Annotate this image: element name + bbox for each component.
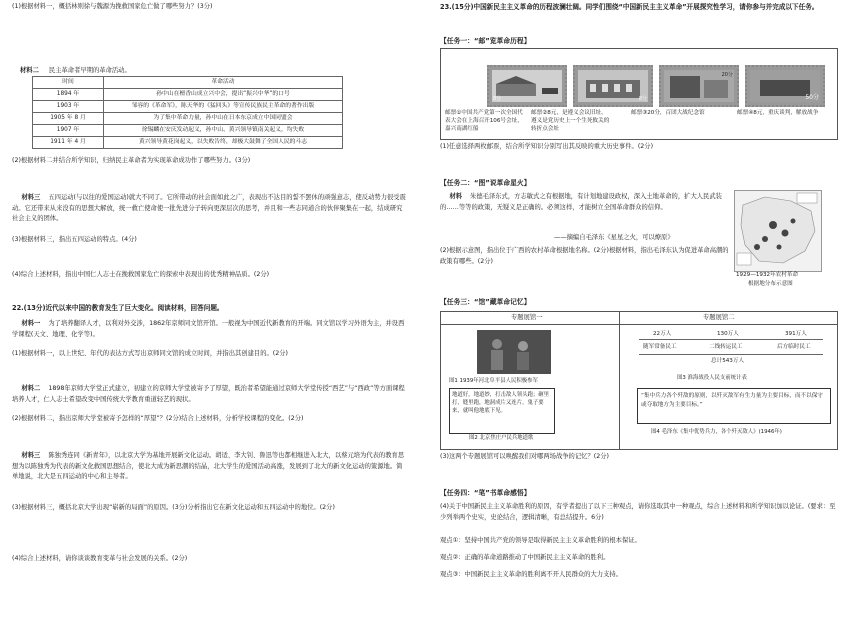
material-3-text: 五四运动(与以往的爱国运动)就大不同了。它所带动的社会面如此之广，表现出不达目的誓不罢休的顽强意志，使反动势力很受震动。它还带来从来没有的思想大解放，统一救亡使命使一批先进分子转向更深层次的思考，并且和一些志同道合的伙伴聚集在一起，结成研究社会主义的团体。 — [12, 194, 406, 223]
tunnel-song-box: 地道好，地道妙，打击敌人领头跑；砸里打，缝里跑，地洞成片又连片。鬼子要来，就叫他地底下见。 — [449, 388, 555, 434]
stamp-2-image — [578, 70, 648, 102]
exhibit-1-title: 专题展馆一 — [511, 314, 543, 321]
q22-material-3-label: 材料三 — [21, 452, 41, 459]
q22-material-2-block — [12, 384, 406, 405]
task-2-material-source: ——摘编自毛泽东《星星之火，可以燎原》 — [554, 234, 674, 241]
support-mid-rule — [639, 354, 823, 355]
stamp-1-image — [492, 70, 562, 102]
table-header-time: 时间 — [33, 77, 104, 89]
support-label-1: 随军常备民工 — [643, 344, 677, 350]
task-2-heading: 【任务二：“图”说革命星火】 — [440, 179, 531, 187]
table-cell-activity: 黄兴领导黄花岗起义，以失败告终，却极大鼓舞了全国人民的斗志 — [104, 137, 343, 149]
q23-3-prompt: (3)这两个专题展馆可以唤醒我们对哪两场战争的记忆？(2分) — [440, 453, 609, 460]
right-column — [430, 0, 860, 628]
exhibit-divider — [619, 312, 620, 449]
q21-4-prompt: (4)综合上述材料，指出中国仁人志士在挽救国家危亡的探索中表现出的优秀精神品质。(2分) — [12, 271, 270, 278]
q21-2-prompt: (2)根据材料二并结合所学知识，归纳民主革命者为实现革命成功作了哪些努力。(3分) — [12, 157, 251, 164]
q22-material-2-label: 材料二 — [21, 385, 41, 392]
support-top-rule — [639, 339, 823, 340]
figure-2-caption: 图2 北京焦庄户民兵地道歌 — [469, 435, 534, 441]
table-row — [33, 89, 343, 101]
stamp-3-value: 20分 — [721, 72, 733, 78]
material-2-title: 民主革命者早期的革命活动。 — [48, 67, 131, 74]
base-area-map — [734, 190, 822, 272]
q22-material-3-block — [12, 451, 406, 483]
mao-quote-box: “集中兵力各个歼敌的原则，以歼灭敌军有生力量为主要目标，而不以保守或夺取地方为主要目标。” — [637, 388, 831, 424]
q22-material-1-label: 材料一 — [21, 320, 41, 327]
material-2-label: 材料二 — [20, 67, 39, 74]
table-cell-time: 1894 年 — [33, 89, 104, 101]
task-4-heading: 【任务四：“笔”书革命感悟】 — [440, 489, 531, 497]
table-cell-time: 1907 年 — [33, 125, 104, 137]
exhibit-panel — [440, 311, 838, 450]
stamp-panel — [440, 48, 838, 140]
table-row — [33, 101, 343, 113]
table-row — [33, 113, 343, 125]
task-2-material-label: 材料 — [449, 193, 463, 200]
conscription-photo — [477, 330, 551, 374]
support-total: 总计543万人 — [711, 358, 745, 364]
q21-3-prompt: (3)根据材料三，指出五四运动的特点。(4分) — [12, 236, 137, 243]
material-3-block — [12, 193, 406, 225]
table-cell-activity: 徐锡麟在安庆发动起义，孙中山、黄兴领导镇南关起义，均失败 — [104, 125, 343, 137]
q22-title: 22.(13分)近代以来中国的教育发生了巨大变化。阅读材料，回答问题。 — [12, 304, 224, 312]
q21-1-prompt: (1)根据材料一，概括林则徐与魏源为挽救国家危亡做了哪些努力？(3分) — [12, 3, 213, 10]
q23-1-prompt: (1)任意选择两枚邮票，结合所学知识分别写出其反映的重大历史事件。(2分) — [440, 143, 654, 150]
q23-4-prompt: (4)关于中国新民主主义革命胜利的原因，有学者提出了以下三种观点，请你选取其中一种观点，综合上述材料和所学知识加以论证。(要求：至少列举两个史实，史论结合，逻辑清晰，有总结提升。6分) — [440, 503, 836, 521]
table-cell-activity: 孙中山在檀香山成立兴中会，提出“振兴中华”的口号 — [104, 89, 343, 101]
table-cell-activity: 邹容的《革命军》，陈天华的《猛回头》等宣传民族民主革命的著作出版 — [104, 101, 343, 113]
conscription-photo-image — [477, 330, 551, 374]
stamp-1-value: 8分 — [493, 95, 502, 102]
revolution-activity-table — [32, 76, 343, 149]
q22-material-1-text: 为了培养翻译人才，以利对外交涉，1862年京师同文馆开馆。一般视为中国近代新教育的开端。同文馆以学习外语为主，并设西学课程(天文、地理、化学等)。 — [12, 320, 405, 338]
support-label-2: 二线转运民工 — [709, 344, 743, 350]
support-label-3: 后方临时民工 — [777, 344, 811, 350]
q22-material-1-block — [12, 319, 406, 340]
stamp-2-value: 8分 — [638, 95, 647, 102]
exhibit-2-title: 专题展馆二 — [703, 314, 735, 321]
q22-1-prompt: (1)根据材料一，以上世纪、年代的表达方式写出京师同文馆的成立时间，并指出其创建目的。(2分) — [12, 350, 289, 357]
base-area-map-image — [735, 191, 821, 271]
exhibit-header-line — [441, 324, 837, 325]
table-cell-time: 1905 年 8 月 — [33, 113, 104, 125]
stamp-1-caption: 邮票①中国共产党第一次全国代表大会在上海召开106号会址，嘉兴南湖红船 — [445, 110, 523, 133]
viewpoint-1: 观点①：坚持中国共产党的领导是取得新民主主义革命胜利的根本保证。 — [440, 537, 641, 544]
support-count-3: 391万人 — [785, 331, 807, 337]
table-header-row — [33, 77, 343, 89]
stamp-4-caption: 邮票④8元，重庆谈判，解放战争 — [737, 110, 819, 116]
stamp-4-value: 50分 — [805, 93, 819, 101]
figure-4-caption: 图4 毛泽东《集中优势兵力，各个歼灭敌人》(1946年) — [651, 429, 782, 435]
stamp-4 — [745, 65, 825, 107]
table-row — [33, 137, 343, 149]
figure-3-caption: 图3 淮海战役人民支前统计表 — [677, 375, 747, 381]
stamp-3 — [659, 65, 739, 107]
task-2-material-block — [440, 192, 730, 213]
stamp-2 — [573, 65, 653, 107]
material-3-label: 材料三 — [21, 194, 41, 201]
q23-title: 23.(15分)中国新民主主义革命的历程波澜壮阔。同学们围绕“中国新民主主义革命”开展探究性学习，请你参与并完成以下任务。 — [440, 3, 819, 11]
stamp-1 — [487, 65, 567, 107]
table-header-activity: 革命活动 — [104, 77, 343, 89]
map-caption-line-1: 1929—1932年农村革命 — [736, 272, 799, 278]
map-caption-line-2: 根据地分布示意图 — [748, 281, 793, 287]
stamp-2-caption: 邮票②8元，是遵义会议旧址，遵义是党历史上一个生死攸关的转折点会址 — [531, 110, 610, 133]
q22-3-prompt: (3)根据材料三，概括北京大学出现“崭新的局面”的原因。(3分)分析指出它在新文化运动和五四运动中的地位。(2分) — [12, 504, 335, 511]
table-cell-activity: 为了集中革命力量，孙中山在日本东京成立中国同盟会 — [104, 113, 343, 125]
support-count-1: 22万人 — [653, 331, 672, 337]
task-3-heading: 【任务三：“馆”藏革命记忆】 — [440, 298, 531, 306]
figure-1-caption: 图1 1939年河北阜平县人民积极参军 — [449, 378, 538, 384]
q22-4-prompt: (4)综合上述材料，请你谈谈教育变革与社会发展的关系。(2分) — [12, 555, 188, 562]
table-cell-time: 1903 年 — [33, 101, 104, 113]
stamp-3-caption: 邮票③20分，百团大战纪念馆 — [631, 110, 705, 116]
q22-2-prompt: (2)根据材料二，指出京师大学堂被寄予怎样的“厚望”？(2分)结合上述材料，分析学校课程的变化。(2分) — [12, 415, 304, 422]
table-row — [33, 125, 343, 137]
q23-2-prompt: (2)根据示意图，指出位于广西的农村革命根据地名称。(2分)根据材料，指出毛泽东认为促进革命高潮的政策有哪些。(2分) — [440, 247, 729, 265]
viewpoint-3: 观点③：中国新民主主义革命的胜利离不开人民群众的大力支持。 — [440, 571, 622, 578]
table-cell-time: 1911 年 4 月 — [33, 137, 104, 149]
q22-material-3-text: 陈独秀连同《新青年》，以北京大学为基地开展新文化运动。胡适、李大钊、鲁迅等也都相继进入北大，以蔡元培为代表的教育思想为以陈独秀为代表的新文化救国思想结合，使北大成为新思潮的结晶，北大学生的爱国活动高涨，发展到了北大的新文化运动的策源地。简单地说，北大是五四运动的中心和主导者。 — [12, 452, 405, 481]
task-2-material-text: 朱德毛泽东式，方志敏式之有根据地，有计划地建设政权，深入土地革命的，扩大人民武装的……等等的政策，无疑义是正确的。必须这样，才能树立全国革命群众的信仰。 — [440, 193, 722, 211]
task-1-heading: 【任务一：“邮”览革命历程】 — [440, 37, 531, 45]
q22-material-2-text: 1898年京师大学堂正式建立，初建立的京师大学堂被寄予了厚望，既治者希望能通过京师大学堂传授“西艺”与“西政”等方面课程培养人才，仁人志士希望改变中国传统大学教育重道轻艺的现状。 — [12, 385, 405, 403]
viewpoint-2: 观点②：正确的革命道路推动了中国新民主主义革命的胜利。 — [440, 554, 610, 561]
support-count-2: 130万人 — [717, 331, 739, 337]
